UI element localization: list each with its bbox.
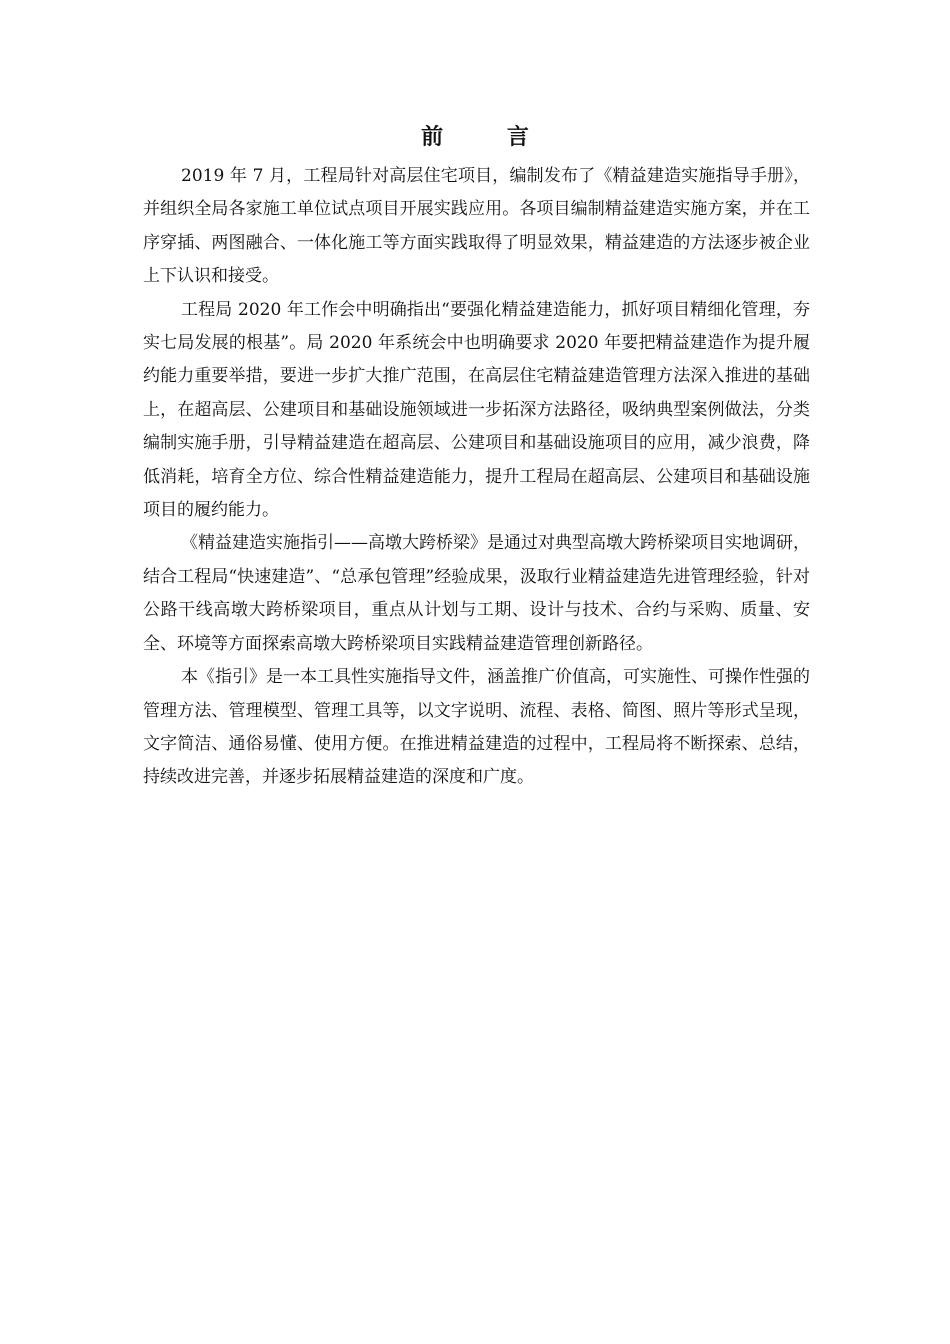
paragraph-4: 本《指引》是一本工具性实施指导文件，涵盖推广价值高，可实施性、可操作性强的管理方法、管理模型、管理工具等，以文字说明、流程、表格、简图、照片等形式呈现，文字简洁、通俗易懂、使用方便。在推进精益建造的过程中，工程局将不断探索、总结，持续改进完善，并逐步拓展精益建造的深度和广度。	[143, 667, 810, 788]
paragraph-2: 工程局 2020 年工作会中明确指出“要强化精益建造能力，抓好项目精细化管理，夯实七局发展的根基”。局 2020 年系统会中也明确要求 2020 年要把精益建造作为提升履约能力重要举措，要进一步扩大推广范围，在高层住宅精益建造管理方法深入推进的基础上，在超高层、公建项目和基础设施领域进一步拓深方法路径，吸纳典型案例做法，分类编制实施手册，引导精益建造在超高层、公建项目和基础设施项目的应用，减少浪费，降低消耗，培育全方位、综合性精益建造能力，提升工程局在超高层、公建项目和基础设施项目的履约能力。	[143, 299, 810, 521]
paragraph-1: 2019 年 7 月，工程局针对高层住宅项目，编制发布了《精益建造实施指导手册》，并组织全局各家施工单位试点项目开展实践应用。各项目编制精益建造实施方案，并在工序穿插、两图融合、一体化施工等方面实践取得了明显效果，精益建造的方法逐步被企业上下认识和接受。	[143, 166, 810, 287]
body-text	[143, 160, 810, 795]
paragraph-3: 《精益建造实施指引——高墩大跨桥梁》是通过对典型高墩大跨桥梁项目实地调研，结合工程局“快速建造”、“总承包管理”经验成果，汲取行业精益建造先进管理经验，针对公路干线高墩大跨桥梁项目，重点从计划与工期、设计与技术、合约与采购、质量、安全、环境等方面探索高墩大跨桥梁项目实践精益建造管理创新路径。	[143, 533, 810, 654]
page-title: 前 言	[421, 124, 557, 150]
